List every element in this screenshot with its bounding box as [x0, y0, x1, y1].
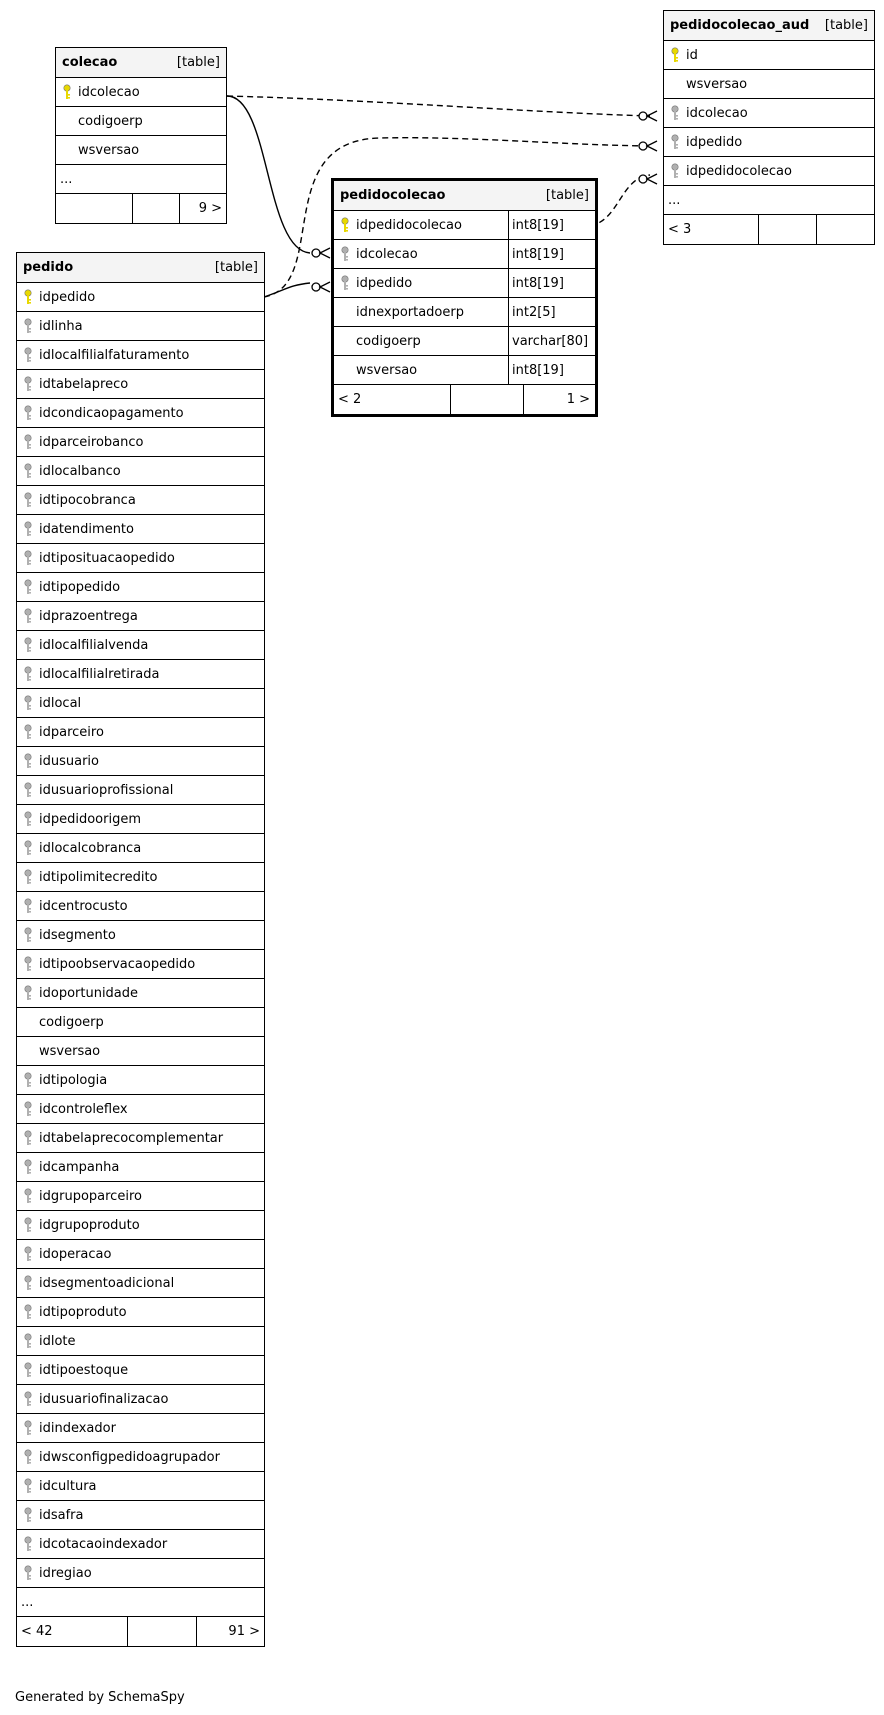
column-row[interactable] [17, 921, 264, 950]
column-row[interactable] [56, 136, 226, 165]
table-footer [664, 215, 874, 244]
column-name: idlocalfilialretirada [39, 666, 160, 682]
column-name: idsegmento [39, 927, 116, 943]
column-name: idtipoproduto [39, 1304, 127, 1320]
column-type: int8[19] [508, 356, 595, 384]
column-name: idtabelapreco [39, 376, 129, 392]
column-name: wsversao [39, 1043, 101, 1059]
column-row[interactable] [17, 312, 264, 341]
foreign-key-icon [17, 405, 39, 421]
column-row[interactable] [17, 1356, 264, 1385]
column-row[interactable] [17, 1269, 264, 1298]
foreign-key-icon [17, 927, 39, 943]
parent-count[interactable]: < 3 [664, 215, 759, 244]
column-row[interactable] [17, 1066, 264, 1095]
edge-pedido-pedidocolecao [264, 283, 310, 297]
column-name: wsversao [356, 362, 418, 378]
column-name: idcondicaopagamento [39, 405, 184, 421]
column-name-cell [664, 41, 874, 69]
column-name-cell [17, 370, 264, 398]
table-kind: [table] [545, 188, 589, 203]
column-row[interactable] [334, 356, 595, 385]
column-name: idtipopedido [39, 579, 121, 595]
foreign-key-icon [334, 246, 356, 262]
column-name: idlocalfilialfaturamento [39, 347, 190, 363]
foreign-key-icon [17, 1420, 39, 1436]
foreign-key-icon [664, 105, 686, 121]
column-name-cell [334, 327, 508, 355]
many-marker [647, 174, 657, 184]
foreign-key-icon [17, 956, 39, 972]
column-name: idtabelaprecocomplementar [39, 1130, 224, 1146]
foreign-key-icon [17, 1536, 39, 1552]
column-name: idgrupoproduto [39, 1217, 140, 1233]
column-row[interactable] [17, 544, 264, 573]
column-name: idtipocobranca [39, 492, 136, 508]
parent-count[interactable]: < 2 [334, 385, 451, 414]
column-row[interactable] [664, 70, 874, 99]
foreign-key-icon [17, 550, 39, 566]
column-row[interactable] [334, 298, 595, 327]
column-row[interactable] [17, 602, 264, 631]
column-name: idusuariofinalizacao [39, 1391, 169, 1407]
column-name-cell [17, 921, 264, 949]
foreign-key-icon [17, 869, 39, 885]
column-name-cell [334, 298, 508, 326]
column-name-cell [17, 1414, 264, 1442]
foreign-key-icon [17, 1246, 39, 1262]
many-marker [320, 248, 330, 258]
column-row[interactable] [17, 892, 264, 921]
column-row[interactable] [17, 1327, 264, 1356]
foreign-key-icon [17, 579, 39, 595]
table-colecao[interactable] [55, 47, 227, 224]
foreign-key-icon [17, 1072, 39, 1088]
column-name-cell [17, 1095, 264, 1123]
column-name-cell [17, 776, 264, 804]
column-name: idcolecao [356, 246, 418, 262]
foreign-key-icon [17, 1188, 39, 1204]
column-row[interactable] [17, 486, 264, 515]
column-name-cell [17, 602, 264, 630]
foreign-key-icon [17, 1449, 39, 1465]
column-row[interactable] [17, 1124, 264, 1153]
column-name-cell [17, 863, 264, 891]
column-name: id [686, 47, 698, 63]
column-row[interactable] [17, 515, 264, 544]
footer-spacer [133, 194, 181, 223]
foreign-key-icon [17, 1101, 39, 1117]
column-row[interactable] [17, 283, 264, 312]
footer-spacer [128, 1617, 197, 1646]
column-name-cell [664, 157, 874, 185]
column-name: idpedido [39, 289, 96, 305]
column-name: idoportunidade [39, 985, 139, 1001]
column-row[interactable] [664, 41, 874, 70]
column-name: idcentrocusto [39, 898, 128, 914]
column-name-cell [17, 283, 264, 311]
edge-colecao-aud [227, 96, 650, 116]
column-type: int8[19] [508, 240, 595, 268]
column-name: idsegmentoadicional [39, 1275, 175, 1291]
column-name: idoperacao [39, 1246, 112, 1262]
column-name: wsversao [686, 76, 748, 92]
edge-colecao-pedidocolecao [227, 96, 310, 253]
foreign-key-icon [17, 492, 39, 508]
column-type: varchar[80] [508, 327, 595, 355]
column-name: idcolecao [78, 84, 140, 100]
column-row[interactable] [17, 1037, 264, 1066]
foreign-key-icon [17, 695, 39, 711]
table-pedidocolecao-aud[interactable] [663, 10, 875, 245]
table-kind: [table] [214, 260, 258, 275]
table-name[interactable]: pedido [23, 260, 74, 275]
foreign-key-icon [17, 347, 39, 363]
column-name: idtipoestoque [39, 1362, 129, 1378]
column-name: idlinha [39, 318, 83, 334]
column-name-cell [17, 1211, 264, 1239]
foreign-key-icon [17, 1333, 39, 1349]
column-name-cell [17, 718, 264, 746]
column-name-cell [334, 240, 508, 268]
more-columns[interactable]: ... [664, 186, 874, 215]
column-name-cell [17, 544, 264, 572]
foreign-key-icon [17, 840, 39, 856]
column-name-cell [17, 1240, 264, 1268]
table-footer [56, 194, 226, 223]
column-name-cell [334, 269, 508, 297]
column-row[interactable] [17, 805, 264, 834]
column-name-cell [17, 1124, 264, 1152]
column-name-cell [17, 1472, 264, 1500]
column-name-cell [664, 99, 874, 127]
column-row[interactable] [17, 718, 264, 747]
column-row[interactable] [664, 157, 874, 186]
column-row[interactable] [17, 631, 264, 660]
column-name-cell [17, 834, 264, 862]
column-name: wsversao [78, 142, 140, 158]
column-row[interactable] [17, 399, 264, 428]
column-name: idlocalbanco [39, 463, 121, 479]
column-name-cell [17, 979, 264, 1007]
column-name-cell [17, 1501, 264, 1529]
footer-spacer [451, 385, 524, 414]
column-name: idlote [39, 1333, 76, 1349]
column-name: idpedidocolecao [686, 163, 792, 179]
column-row[interactable] [17, 1211, 264, 1240]
column-name-cell [17, 1269, 264, 1297]
foreign-key-icon [334, 275, 356, 291]
column-name: idregiao [39, 1565, 92, 1581]
foreign-key-icon [17, 898, 39, 914]
many-marker [320, 282, 330, 292]
table-header [334, 181, 595, 211]
column-row[interactable] [334, 211, 595, 240]
column-name-cell [17, 689, 264, 717]
column-name: idcotacaoindexador [39, 1536, 168, 1552]
column-row[interactable] [17, 689, 264, 718]
column-name: idtipoobservacaopedido [39, 956, 196, 972]
foreign-key-icon [17, 1507, 39, 1523]
child-count[interactable]: 9 > [198, 201, 222, 216]
foreign-key-icon [17, 1304, 39, 1320]
column-name: idnexportadoerp [356, 304, 464, 320]
column-row[interactable] [17, 1501, 264, 1530]
foreign-key-icon [17, 666, 39, 682]
column-name-cell [56, 107, 226, 135]
column-name-cell [17, 631, 264, 659]
foreign-key-icon [17, 521, 39, 537]
column-row[interactable] [17, 1414, 264, 1443]
column-name: idcolecao [686, 105, 748, 121]
primary-key-icon [17, 289, 39, 305]
foreign-key-icon [17, 1130, 39, 1146]
primary-key-icon [56, 84, 78, 100]
table-header [17, 253, 264, 283]
foreign-key-icon [17, 985, 39, 1001]
column-name: idatendimento [39, 521, 134, 537]
column-row[interactable] [17, 457, 264, 486]
column-row[interactable] [17, 1530, 264, 1559]
column-name: idtipologia [39, 1072, 108, 1088]
table-footer [334, 385, 595, 414]
foreign-key-icon [17, 637, 39, 653]
column-type: int8[19] [508, 269, 595, 297]
column-name-cell [17, 1443, 264, 1471]
column-row[interactable] [17, 1240, 264, 1269]
column-row[interactable] [17, 776, 264, 805]
foreign-key-icon [17, 753, 39, 769]
table-pedidocolecao[interactable] [331, 178, 598, 417]
column-name-cell [17, 1066, 264, 1094]
column-name-cell [664, 70, 874, 98]
column-name-cell [17, 747, 264, 775]
column-row[interactable] [56, 78, 226, 107]
column-row[interactable] [17, 1443, 264, 1472]
foreign-key-icon [17, 608, 39, 624]
column-name-cell [17, 1008, 264, 1036]
foreign-key-icon [664, 163, 686, 179]
column-name-cell [17, 1385, 264, 1413]
column-row[interactable] [664, 128, 874, 157]
column-name: idtipolimitecredito [39, 869, 158, 885]
column-row[interactable] [17, 1559, 264, 1588]
column-name: idtiposituacaopedido [39, 550, 175, 566]
table-name[interactable]: colecao [62, 55, 118, 70]
foreign-key-icon [17, 1275, 39, 1291]
column-type: int8[19] [508, 211, 595, 239]
table-pedido[interactable] [16, 252, 265, 1647]
column-name: idcontroleflex [39, 1101, 128, 1117]
table-name[interactable]: pedidocolecao_aud [670, 18, 810, 33]
column-name: idpedidocolecao [356, 217, 462, 233]
primary-key-icon [664, 47, 686, 63]
table-kind: [table] [176, 55, 220, 70]
column-name-cell [17, 428, 264, 456]
foreign-key-icon [17, 434, 39, 450]
foreign-key-icon [17, 1391, 39, 1407]
column-name-cell [17, 515, 264, 543]
foreign-key-icon [17, 1565, 39, 1581]
foreign-key-icon [17, 811, 39, 827]
column-row[interactable] [334, 327, 595, 356]
foreign-key-icon [664, 134, 686, 150]
column-name: idpedido [686, 134, 743, 150]
table-kind: [table] [824, 18, 868, 33]
column-name: idparceiro [39, 724, 104, 740]
column-name: idcampanha [39, 1159, 120, 1175]
many-marker [647, 141, 657, 151]
column-row[interactable] [17, 1008, 264, 1037]
footer-spacer [759, 215, 818, 244]
table-footer [17, 1617, 264, 1646]
column-row[interactable] [17, 428, 264, 457]
foreign-key-icon [17, 463, 39, 479]
column-row[interactable] [334, 269, 595, 298]
column-row[interactable] [334, 240, 595, 269]
column-row[interactable] [17, 1385, 264, 1414]
column-name: idprazoentrega [39, 608, 138, 624]
column-name-cell [17, 1559, 264, 1587]
parent-count[interactable]: < 42 [17, 1617, 128, 1646]
foreign-key-icon [17, 1478, 39, 1494]
generated-by-credit: Generated by SchemaSpy [15, 1690, 185, 1705]
column-name: idlocalfilialvenda [39, 637, 149, 653]
column-name-cell [17, 1356, 264, 1384]
column-name: idcultura [39, 1478, 97, 1494]
column-name-cell [17, 1530, 264, 1558]
column-name: idlocalcobranca [39, 840, 142, 856]
column-name-cell [17, 1037, 264, 1065]
column-row[interactable] [17, 1153, 264, 1182]
column-name-cell [17, 457, 264, 485]
column-name: idusuario [39, 753, 99, 769]
column-row[interactable] [664, 99, 874, 128]
column-name: idindexador [39, 1420, 116, 1436]
foreign-key-icon [17, 318, 39, 334]
column-name: codigoerp [78, 113, 143, 129]
column-row[interactable] [17, 979, 264, 1008]
column-name-cell [17, 399, 264, 427]
more-columns[interactable]: ... [17, 1588, 264, 1617]
column-name: idgrupoparceiro [39, 1188, 142, 1204]
column-row[interactable] [17, 1095, 264, 1124]
table-header [664, 11, 874, 41]
column-name: idusuarioprofissional [39, 782, 174, 798]
column-name: idpedidoorigem [39, 811, 142, 827]
column-name: idparceirobanco [39, 434, 144, 450]
column-name-cell [56, 78, 226, 106]
column-row[interactable] [17, 1298, 264, 1327]
column-name-cell [17, 312, 264, 340]
column-row[interactable] [17, 341, 264, 370]
child-count[interactable] [817, 215, 874, 244]
column-name-cell [334, 211, 508, 239]
column-row[interactable] [17, 1182, 264, 1211]
foreign-key-icon [17, 782, 39, 798]
parent-count[interactable] [56, 194, 133, 223]
column-row[interactable] [17, 834, 264, 863]
column-name: idsafra [39, 1507, 84, 1523]
column-name-cell [17, 486, 264, 514]
child-count[interactable]: 1 > [566, 392, 590, 407]
column-name: idwsconfigpedidoagrupador [39, 1449, 220, 1465]
column-name-cell [17, 660, 264, 688]
foreign-key-icon [17, 1217, 39, 1233]
column-name: idlocal [39, 695, 82, 711]
column-name-cell [17, 573, 264, 601]
foreign-key-icon [17, 1362, 39, 1378]
column-name-cell [664, 128, 874, 156]
column-name-cell [17, 805, 264, 833]
column-name-cell [17, 892, 264, 920]
primary-key-icon [334, 217, 356, 233]
column-name-cell [17, 1153, 264, 1181]
column-name-cell [17, 1327, 264, 1355]
foreign-key-icon [17, 1159, 39, 1175]
column-row[interactable] [17, 573, 264, 602]
column-name-cell [17, 950, 264, 978]
foreign-key-icon [17, 376, 39, 392]
column-name: codigoerp [356, 333, 421, 349]
table-name[interactable]: pedidocolecao [340, 188, 446, 203]
column-name-cell [334, 356, 508, 384]
column-type: int2[5] [508, 298, 595, 326]
child-count[interactable]: 91 > [228, 1624, 260, 1639]
column-name-cell [17, 1182, 264, 1210]
column-row[interactable] [56, 107, 226, 136]
column-row[interactable] [17, 863, 264, 892]
column-row[interactable] [17, 1472, 264, 1501]
column-name-cell [17, 341, 264, 369]
column-row[interactable] [17, 747, 264, 776]
column-row[interactable] [17, 660, 264, 689]
more-columns[interactable]: ... [56, 165, 226, 194]
column-name: codigoerp [39, 1014, 104, 1030]
column-row[interactable] [17, 370, 264, 399]
column-name-cell [17, 1298, 264, 1326]
table-header [56, 48, 226, 78]
column-row[interactable] [17, 950, 264, 979]
foreign-key-icon [17, 724, 39, 740]
column-name: idpedido [356, 275, 413, 291]
column-name-cell [56, 136, 226, 164]
